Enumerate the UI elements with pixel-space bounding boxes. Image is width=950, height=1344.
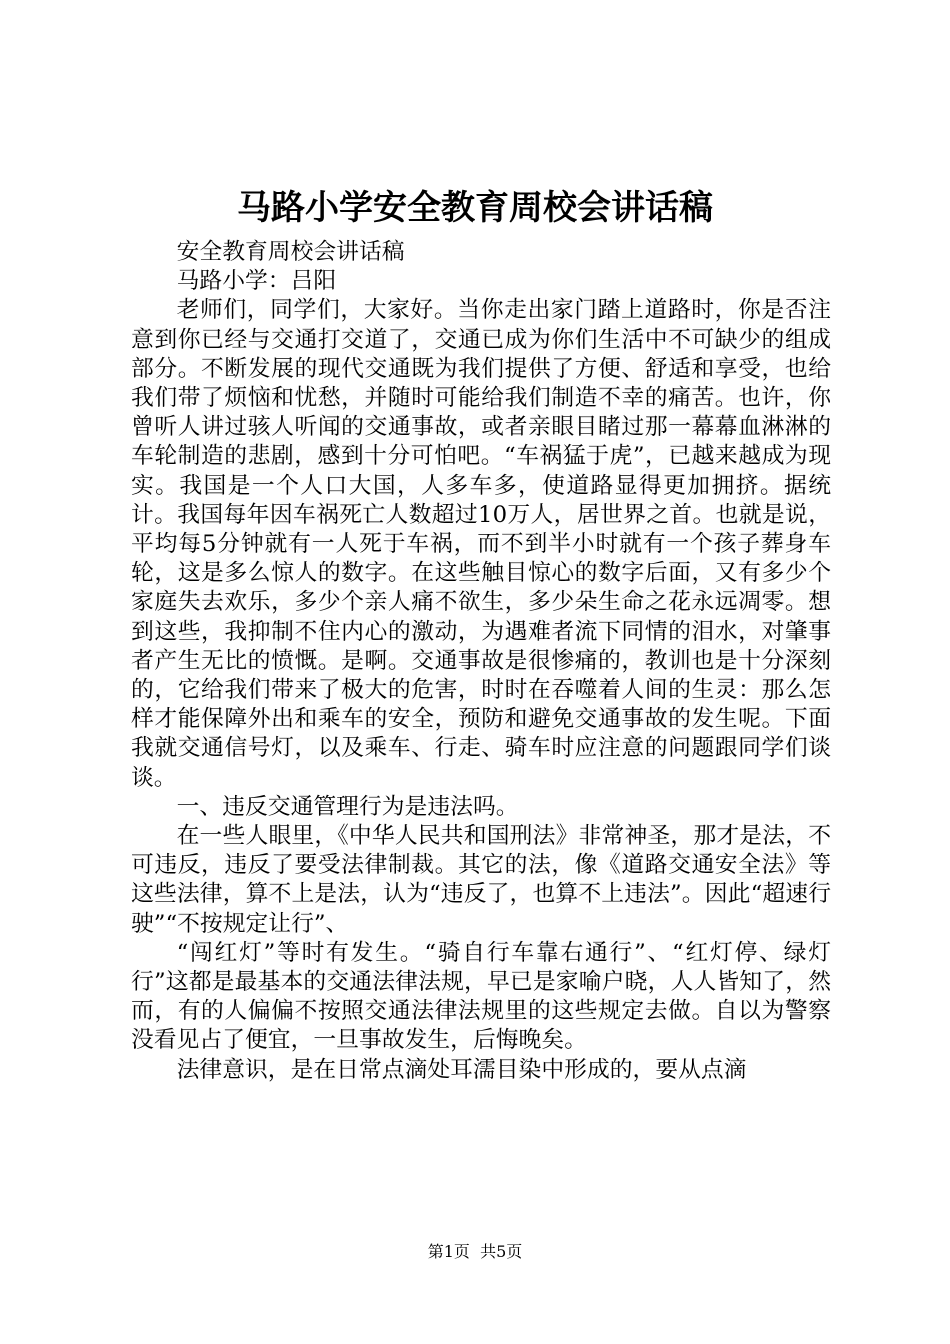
page-title: 马路小学安全教育周校会讲话稿 xyxy=(237,188,713,228)
paragraph: 法律意识，是在日常点滴处耳濡目染中形成的，要从点滴 xyxy=(176,1056,747,1083)
subtitle: 安全教育周校会讲话稿 xyxy=(176,239,405,265)
document-body xyxy=(131,238,831,1085)
page-total: 共5页 xyxy=(480,1242,523,1261)
page-number: 第1页 xyxy=(427,1242,470,1261)
page-footer xyxy=(0,1241,950,1263)
paragraph: “闯红灯”等时有发生。“骑自行车靠右通行”、“红灯停、绿灯行”这都是最基本的交通法律法规，早已是家喻户晓，人人皆知了，然而，有的人偏偏不按照交通法律法规里的这些规定去做。自以为警察没看见占了便宜，一旦事故发生，后悔晚矣。 xyxy=(131,939,831,1054)
paragraph: 在一些人眼里，《中华人民共和国刑法》非常神圣，那才是法，不可违反，违反了要受法律制裁。其它的法，像《道路交通安全法》等这些法律，算不上是法，认为“违反了，也算不上违法”。因此“超速行驶”“不按规定让行”、 xyxy=(131,823,831,937)
author-line: 马路小学：吕阳 xyxy=(176,268,337,295)
paragraph: 老师们，同学们，大家好。当你走出家门踏上道路时，你是否注意到你已经与交通打交道了，交通已成为你们生活中不可缺少的组成部分。不断发展的现代交通既为我们提供了方便、舒适和享受，也给我们带了烦恼和忧愁，并随时可能给我们制造不幸的痛苦。也许，你曾听人讲过骇人听闻的交通事故，或者亲眼目睹过那一幕幕血淋淋的车轮制造的悲剧，感到十分可怕吧。“车祸猛于虎”，已越来越成为现实。我国是一个人口大国，人多车多，使道路显得更加拥挤。据统计。我国每年因车祸死亡人数超过10万人，居世界之首。也就是说，平均每5分钟就有一人死于车祸，而不到半小时就有一个孩子葬身车轮，这是多么惊人的数字。在这些触目惊心的数字后面，又有多少个家庭失去欢乐，多少个亲人痛不欲生，多少朵生命之花永远凋零。想到这些，我抑制不住内心的激动，为遇难者流下同情的泪水，对肇事者产生无比的愤慨。是啊。交通事故是很惨痛的，教训也是十分深刻的，它给我们带来了极大的危害，时时在吞噬着人间的生灵：那么怎样才能保障外出和乘车的安全，预防和避免交通事故的发生呢。下面我就交通信号灯，以及乘车、行走、骑车时应注意的问题跟同学们谈谈。 xyxy=(131,297,831,791)
section-heading: 一、违反交通管理行为是违法吗。 xyxy=(176,793,519,820)
